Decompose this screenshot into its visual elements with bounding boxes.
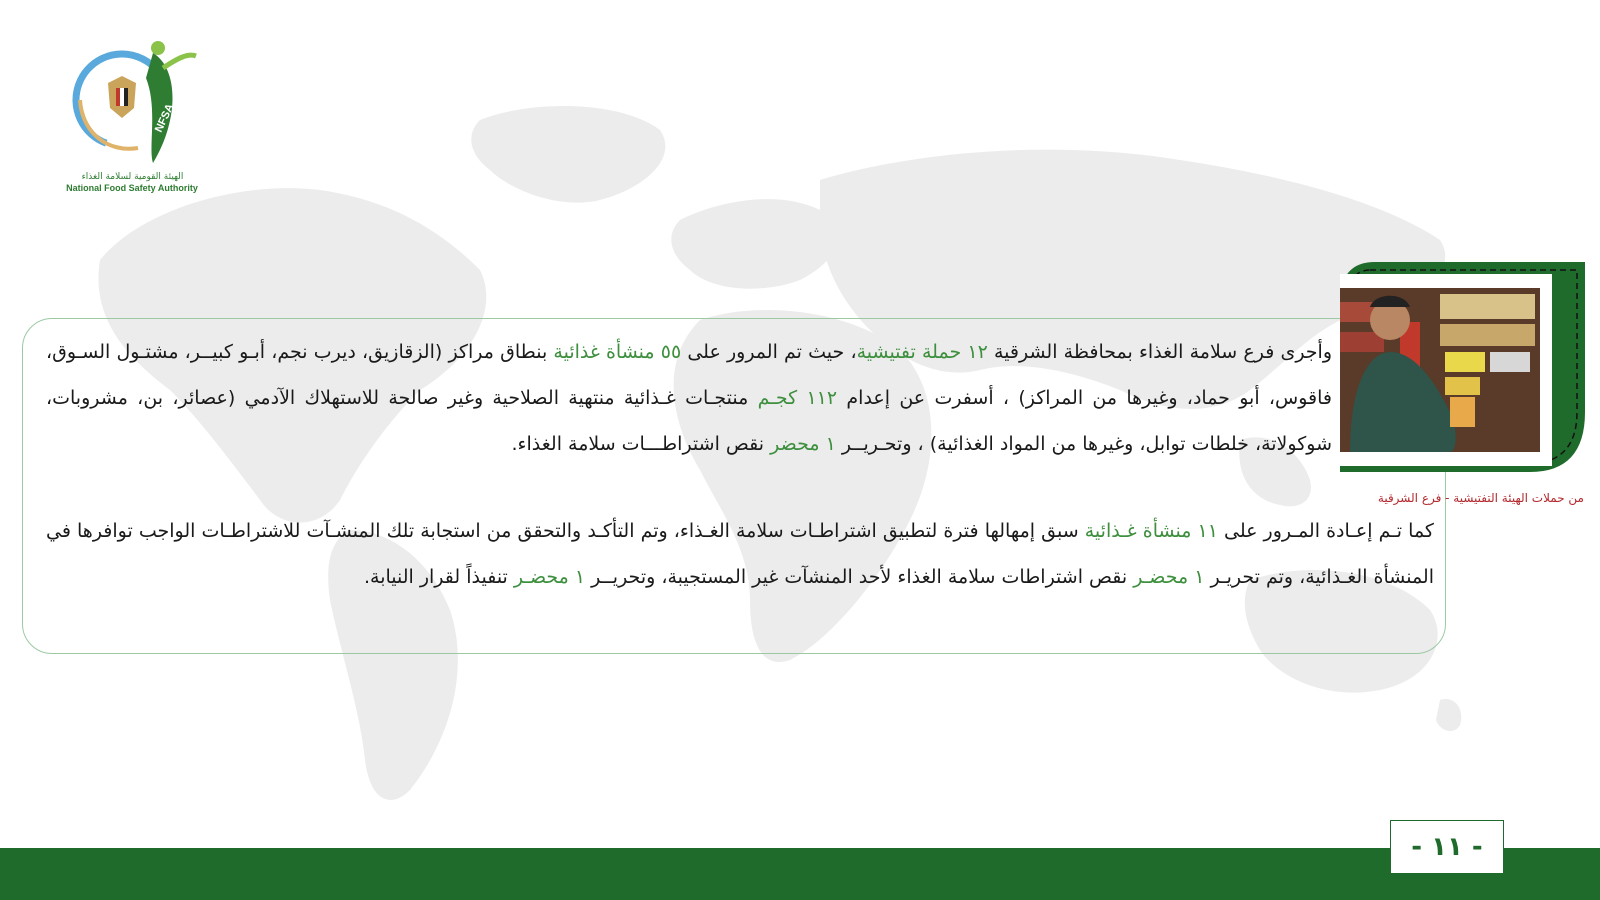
highlighted-figure: ١ محضـر xyxy=(1133,566,1205,588)
paragraph-text: تنفيذاً لقرار النيابة. xyxy=(363,566,514,588)
photo-caption: من حملات الهيئة التفتيشية - فرع الشرقية xyxy=(1377,491,1584,505)
eagle-emblem-icon xyxy=(108,76,136,118)
paragraph-text: منتجـات غـذائية منتهية الصلاحية وغير صالحة للاستهلاك الآدمي (عصائر، بن، مشروبات، شوكولاتة، خلطات توابل، وغيرها من المواد الغذائية) ، وتحـريــر xyxy=(46,387,1332,455)
footer-bar xyxy=(0,848,1600,900)
inspection-photo-frame xyxy=(1340,262,1585,482)
highlighted-figure: ١ محضـر xyxy=(513,566,586,588)
page-number: - ١١ - xyxy=(1390,820,1504,874)
paragraph-text: كما تـم إعـادة المـرور على xyxy=(1217,520,1434,542)
paragraph-reinspection xyxy=(46,508,1434,600)
highlighted-figure: ١١ منشأة غـذائية xyxy=(1084,520,1218,542)
paragraph-text: ، حيث تم المرور على xyxy=(681,341,857,363)
logo-arabic-name: الهيئة القومية لسلامة الغذاء xyxy=(81,172,184,182)
paragraph-text: بنطاق مراكز (الزقازيق، ديرب نجم، أبـو كبيــر، مشتـول السـوق، فاقوس، أبو حماد، وغيرها من المراكز) ، أسفرت عن إعدام xyxy=(46,341,1333,409)
highlighted-figure: ١١٢ كجـم xyxy=(757,387,838,409)
highlighted-figure: ١ محضر xyxy=(770,433,836,455)
logo-english-name: National Food Safety Authority xyxy=(66,183,198,193)
paragraph-text: سبق إمهالها فترة لتطبيق اشتراطـات سلامة الغـذاء، وتم التأكـد والتحقق من استجابة تلك المنشـآت للاشتراطـات الواجب توافرها في المنشأة الغـذائية، وتم تحريـر xyxy=(46,520,1434,588)
inspection-photo xyxy=(1340,288,1540,452)
highlighted-figure: ١٢ حملة تفتيشية xyxy=(856,341,988,363)
highlighted-figure: ٥٥ منشأة غذائية xyxy=(553,341,682,363)
paragraph-inspection-campaigns xyxy=(46,329,1332,467)
paragraph-text: نقص اشتراطات سلامة الغذاء لأحد المنشآت غير المستجيبة، وتحريــر xyxy=(585,566,1134,588)
nfsa-logo xyxy=(58,38,208,198)
nfsa-emblem-text: NFSA xyxy=(152,102,177,135)
paragraph-text: نقص اشتراطـــات سلامة الغذاء. xyxy=(511,433,771,455)
paragraph-text: وأجرى فرع سلامة الغذاء بمحافظة الشرقية xyxy=(987,341,1333,363)
